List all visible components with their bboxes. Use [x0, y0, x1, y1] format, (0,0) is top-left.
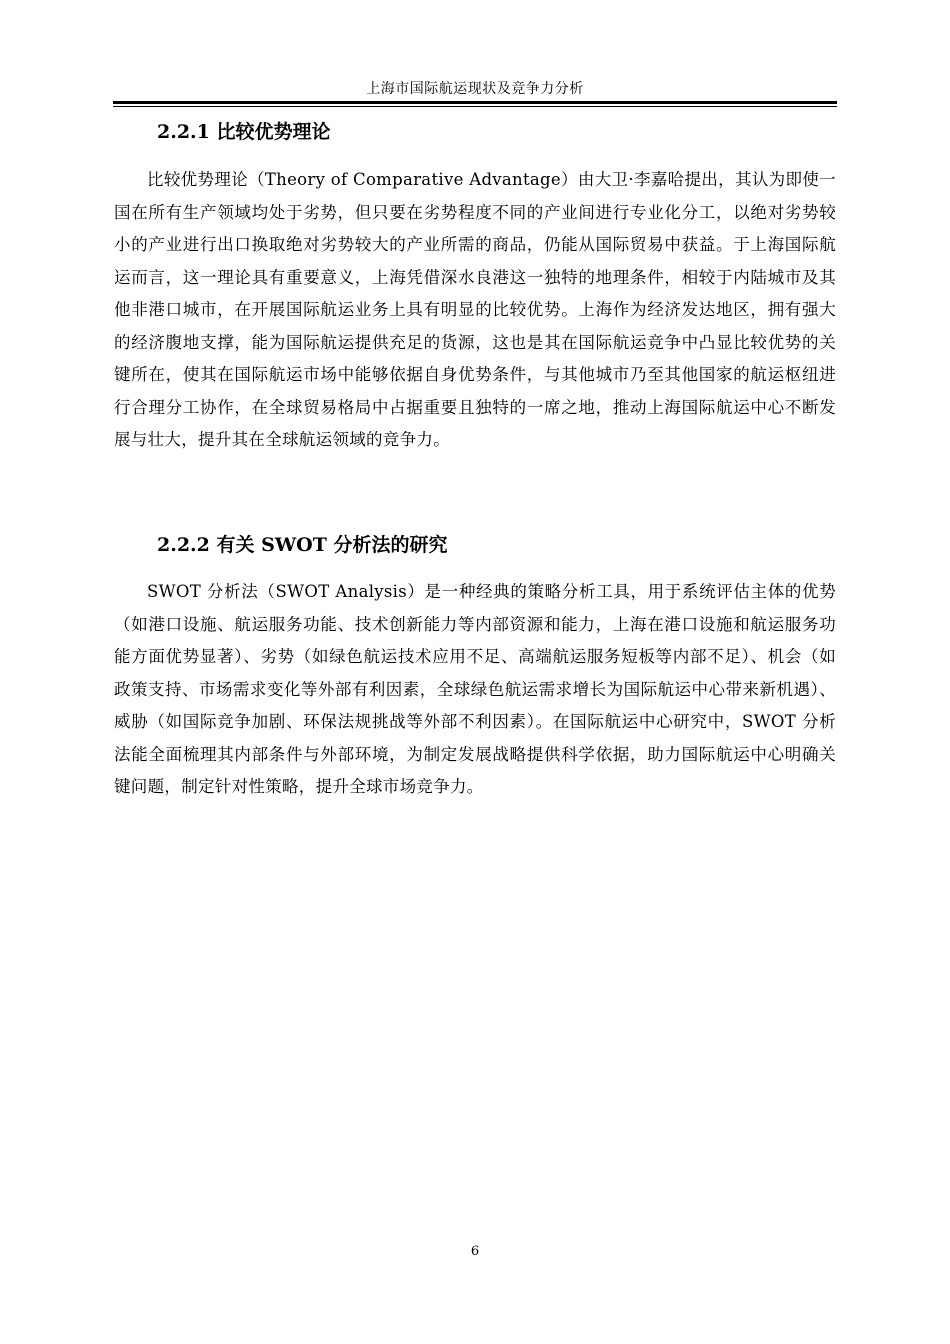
- section-heading-comparative-advantage: 2.2.1 比较优势理论: [157, 121, 331, 143]
- header-rule-thick: [113, 101, 837, 104]
- paragraph-swot: SWOT 分析法（SWOT Analysis）是一种经典的策略分析工具，用于系统评估主体的优势（如港口设施、航运服务功能、技术创新能力等内部资源和能力，上海在港口设施和航运服务功能方面优势显著）、劣势（如绿色航运技术应用不足、高端航运服务短板等内部不足）、机会（如政策支持、市场需求变化等外部有利因素，全球绿色航运需求增长为国际航运中心带来新机遇）、威胁（如国际竞争加剧、环保法规挑战等外部不利因素）。在国际航运中心研究中，SWOT 分析法能全面梳理其内部条件与外部环境，为制定发展战略提供科学依据，助力国际航运中心明确关键问题，制定针对性策略，提升全球市场竞争力。: [114, 582, 836, 796]
- paragraph-comparative-advantage: 比较优势理论（Theory of Comparative Advantage）由大卫·李嘉哈提出，其认为即使一国在所有生产领域均处于劣势，但只要在劣势程度不同的产业间进行专业化分工，以绝对劣势较小的产业进行出口换取绝对劣势较大的产业所需的商品，仍能从国际贸易中获益。于上海国际航运而言，这一理论具有重要意义，上海凭借深水良港这一独特的地理条件，相较于内陆城市及其他非港口城市，在开展国际航运业务上具有明显的比较优势。上海作为经济发达地区，拥有强大的经济腹地支撑，能为国际航运提供充足的货源，这也是其在国际航运竞争中凸显比较优势的关键所在，使其在国际航运市场中能够依据自身优势条件，与其他城市乃至其他国家的航运枢纽进行合理分工协作，在全球贸易格局中占据重要且独特的一席之地，推动上海国际航运中心不断发展与壮大，提升其在全球航运领域的竞争力。: [114, 170, 836, 449]
- page-number: 6: [470, 1244, 480, 1259]
- running-header: 上海市国际航运现状及竞争力分析: [366, 81, 584, 97]
- section-heading-swot: 2.2.2 有关 SWOT 分析法的研究: [157, 534, 448, 556]
- header-rule-thin: [113, 106, 837, 107]
